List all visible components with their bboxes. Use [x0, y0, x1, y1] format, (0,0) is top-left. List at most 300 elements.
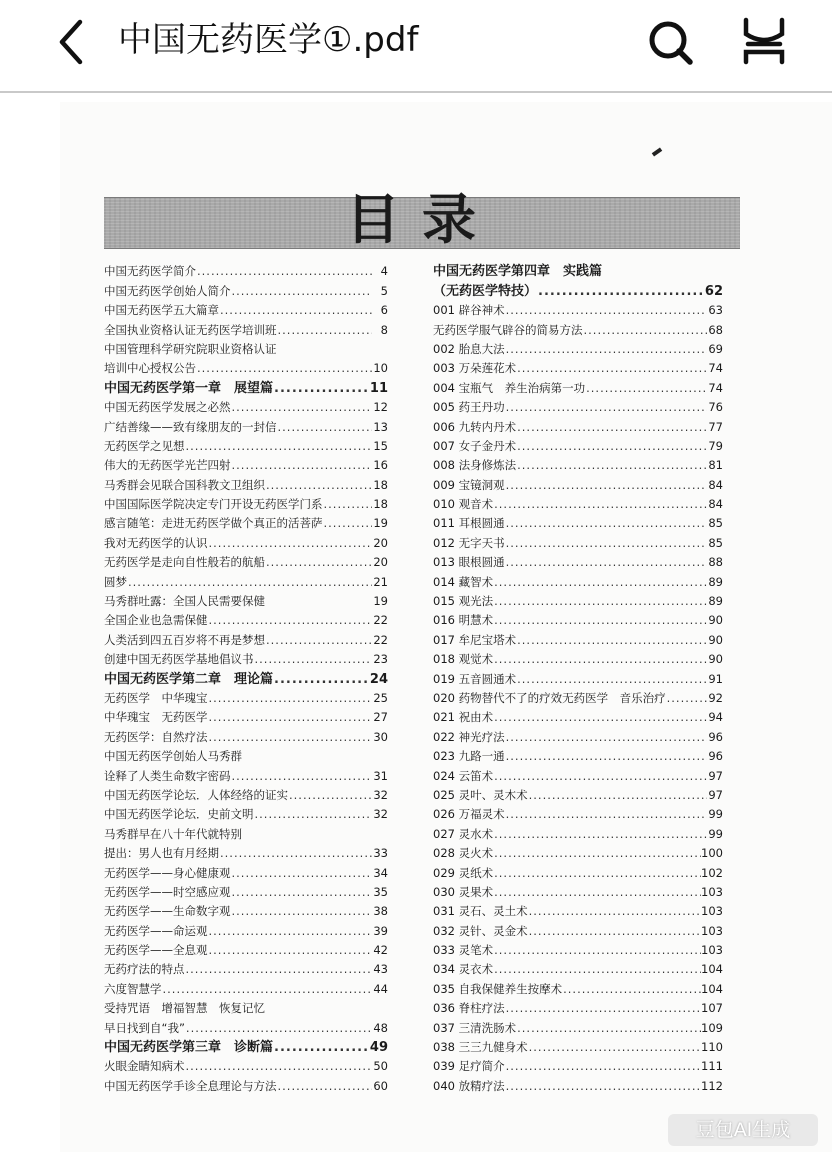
toc-entry-page: 6	[380, 303, 388, 318]
toc-entry[interactable]	[104, 844, 388, 863]
toc-entry-title: 马秀群会见联合国科教文卫组织	[104, 477, 265, 492]
toc-entry-title: 中国国际医学院决定专门开设无药医学门系	[104, 497, 323, 512]
toc-entry[interactable]	[104, 708, 388, 727]
toc-entry-page: 89	[708, 574, 723, 589]
toc-entry[interactable]	[433, 1076, 723, 1095]
toc-right-column	[433, 262, 723, 1096]
toc-entry[interactable]	[104, 902, 388, 921]
toc-entry-page: 104	[701, 981, 723, 996]
toc-leader-dots	[493, 825, 707, 844]
toc-entry-title: 034 灵衣术	[433, 962, 494, 977]
toc-entry-page: 92	[708, 690, 723, 705]
toc-entry-page: 77	[708, 419, 723, 434]
toc-entry[interactable]	[433, 1018, 723, 1037]
toc-entry-title: 无药医学——生命数字观	[104, 904, 231, 919]
toc-entry[interactable]	[104, 766, 388, 785]
toc-entry-title: 025 灵叶、灵木术	[433, 787, 528, 802]
toc-entry[interactable]	[104, 533, 388, 552]
toc-entry-title: 中国无药医学五大篇章	[104, 303, 219, 318]
toc-entry-title: 022 神光疗法	[433, 729, 505, 744]
toc-entry-page: 19	[373, 594, 388, 609]
toc-entry-page: 89	[708, 594, 723, 609]
toc-entry[interactable]	[433, 437, 723, 456]
toc-entry-title: 035 自我保健养生按摩术	[433, 981, 563, 996]
toc-leader-dots	[277, 1077, 373, 1096]
toc-leader-dots	[505, 340, 707, 359]
menu-button[interactable]	[738, 16, 790, 66]
toc-entry-page: 31	[373, 768, 388, 783]
toc-entry-title: 032 灵针、灵金术	[433, 923, 528, 938]
toc-entry-page: 25	[373, 690, 388, 705]
toc-entry-title: 马秀群早在八十年代就特别	[104, 826, 242, 841]
toc-entry[interactable]	[433, 417, 723, 436]
toc-entry-title: 受持咒语 增福智慧 恢复记忆	[104, 1001, 265, 1016]
toc-leader-dots	[265, 631, 372, 650]
toc-entry[interactable]	[433, 456, 723, 475]
toc-entry[interactable]	[104, 437, 388, 456]
toc-leader-dots	[493, 767, 707, 786]
toc-entry[interactable]	[433, 340, 723, 359]
toc-entry[interactable]	[104, 1018, 388, 1037]
toc-entry-page: 38	[373, 904, 388, 919]
toc-entry[interactable]	[104, 1057, 388, 1076]
toc-entry-title: 033 灵笔术	[433, 943, 494, 958]
toc-entry-page: 84	[708, 477, 723, 492]
toc-entry[interactable]	[104, 824, 388, 843]
toc-leader-dots	[219, 844, 372, 863]
toc-entry-title: 无药医学——命运观	[104, 923, 208, 938]
toc-entry-title: 018 观觉术	[433, 652, 494, 667]
toc-leader-dots	[208, 689, 373, 708]
toc-entry[interactable]	[104, 495, 388, 514]
toc-leader-dots	[273, 1038, 370, 1057]
toc-entry[interactable]	[104, 359, 388, 378]
toc-leader-dots	[208, 922, 373, 941]
toc-entry[interactable]	[104, 301, 388, 320]
toc-leader-dots	[516, 631, 707, 650]
toc-leader-dots	[196, 359, 372, 378]
toc-entry[interactable]	[104, 921, 388, 940]
toc-entry-title: 无药医学是走向自性般若的航船	[104, 555, 265, 570]
toc-entry[interactable]	[104, 340, 388, 359]
toc-entry-page: 4	[380, 264, 388, 279]
toc-entry-title: 创建中国无药医学基地倡议书	[104, 652, 254, 667]
toc-leader-dots	[505, 553, 707, 572]
toc-entry-title: 010 观音术	[433, 497, 494, 512]
toc-leader-dots	[505, 476, 707, 495]
toc-entry-title: 早日找到自“我”	[104, 1020, 185, 1035]
toc-entry-title: 六度智慧学	[104, 981, 162, 996]
toc-entry-title: （无药医学特技）	[433, 283, 538, 299]
toc-entry-page: 100	[701, 846, 723, 861]
toc-entry[interactable]	[104, 669, 388, 688]
toc-entry-page: 74	[708, 380, 723, 395]
toc-entry-title: 培训中心授权公告	[104, 361, 196, 376]
toc-entry-page: 94	[708, 710, 723, 725]
toc-entry-title: 我对无药医学的认识	[104, 535, 208, 550]
toc-leader-dots	[185, 960, 373, 979]
toc-entry-title: 中国管理科学研究院职业资格认证	[104, 341, 277, 356]
toc-entry[interactable]	[104, 630, 388, 649]
toc-leader-dots	[537, 282, 705, 301]
toc-leader-dots	[208, 534, 373, 553]
toc-entry-title: 无药医学 中华瑰宝	[104, 690, 208, 705]
toc-entry-title: 016 明慧术	[433, 613, 494, 628]
toc-entry-title: 036 脊柱疗法	[433, 1001, 505, 1016]
ai-watermark: 豆包AI生成	[668, 1114, 818, 1146]
toc-leader-dots	[185, 1057, 373, 1076]
toc-entry[interactable]	[104, 592, 388, 611]
toc-leader-dots	[528, 922, 701, 941]
toc-leader-dots	[185, 437, 373, 456]
toc-leader-dots	[162, 980, 373, 999]
toc-entry[interactable]	[433, 320, 723, 339]
toc-entry[interactable]	[433, 708, 723, 727]
toc-entry-title: 中华瑰宝 无药医学	[104, 710, 208, 725]
app-header	[0, 0, 832, 90]
toc-leader-dots	[231, 883, 373, 902]
toc-leader-dots	[254, 805, 373, 824]
toc-entry-page: 102	[701, 865, 723, 880]
toc-entry[interactable]	[433, 1038, 723, 1057]
toc-entry-page: 84	[708, 497, 723, 512]
toc-entry[interactable]	[104, 863, 388, 882]
toc-entry-page: 97	[708, 787, 723, 802]
toc-entry-title: 026 万福灵术	[433, 807, 505, 822]
toc-entry-page: 18	[373, 477, 388, 492]
toc-entry[interactable]	[433, 689, 723, 708]
toc-entry[interactable]	[433, 766, 723, 785]
toc-entry[interactable]	[433, 844, 723, 863]
toc-entry[interactable]	[104, 727, 388, 746]
toc-leader-dots	[505, 805, 707, 824]
toc-entry[interactable]	[433, 941, 723, 960]
toc-entry[interactable]	[433, 727, 723, 746]
toc-leader-dots	[528, 786, 707, 805]
toc-entry-title: 029 灵纸术	[433, 865, 494, 880]
toc-leader-dots	[231, 864, 373, 883]
toc-entry-title: 中国无药医学简介	[104, 264, 196, 279]
toc-leader-dots	[265, 476, 372, 495]
toc-entry[interactable]	[433, 359, 723, 378]
toc-entry[interactable]	[433, 533, 723, 552]
toc-entry-page: 90	[708, 613, 723, 628]
toc-entry[interactable]	[104, 378, 388, 397]
toc-entry[interactable]	[433, 475, 723, 494]
toc-leader-dots	[516, 670, 707, 689]
toc-leader-dots	[505, 1057, 701, 1076]
toc-leader-dots	[516, 359, 707, 378]
toc-entry[interactable]	[433, 553, 723, 572]
toc-entry-title: 无药疗法的特点	[104, 962, 185, 977]
toc-entry[interactable]	[433, 1057, 723, 1076]
toc-leader-dots	[516, 418, 707, 437]
toc-leader-dots	[493, 592, 707, 611]
toc-entry[interactable]	[104, 941, 388, 960]
toc-entry-page: 32	[373, 807, 388, 822]
toc-leader-dots	[505, 1077, 701, 1096]
toc-entry-title: 028 灵火术	[433, 846, 494, 861]
toc-entry-page: 90	[708, 632, 723, 647]
toc-entry[interactable]	[433, 747, 723, 766]
toc-entry-page: 18	[373, 497, 388, 512]
toc-entry-title: 003 万朵莲花术	[433, 361, 517, 376]
toc-leader-dots	[505, 534, 707, 553]
toc-leader-dots	[219, 301, 372, 320]
document-title: 中国无药医学①.pdf	[118, 20, 419, 60]
toc-leader-dots	[505, 999, 701, 1018]
toc-leader-dots	[231, 902, 373, 921]
toc-leader-dots	[493, 883, 701, 902]
toc-entry-title: 中国无药医学创始人马秀群	[104, 749, 242, 764]
toc-leader-dots	[288, 786, 372, 805]
toc-leader-dots	[127, 573, 372, 592]
toc-entry[interactable]	[433, 805, 723, 824]
toc-entry-title: 027 灵水术	[433, 826, 494, 841]
toc-leader-dots	[493, 960, 701, 979]
toc-entry[interactable]	[104, 320, 388, 339]
toc-entry[interactable]	[104, 398, 388, 417]
toc-entry-title: 006 九转内丹术	[433, 419, 517, 434]
toc-entry-title: 中国无药医学论坛．史前文明	[104, 807, 254, 822]
toc-entry-page: 20	[373, 555, 388, 570]
toc-entry-page: 30	[373, 729, 388, 744]
toc-entry-title: 001 辟谷神术	[433, 303, 505, 318]
toc-entry-title: 中国无药医学创始人简介	[104, 283, 231, 298]
toc-leader-dots	[516, 437, 707, 456]
toc-entry-page: 39	[373, 923, 388, 938]
toc-leader-dots	[585, 379, 707, 398]
toc-entry[interactable]	[433, 514, 723, 533]
toc-entry-page: 22	[373, 613, 388, 628]
toc-leader-dots	[254, 650, 373, 669]
toc-entry-page: 48	[373, 1020, 388, 1035]
toc-entry[interactable]	[433, 902, 723, 921]
search-button[interactable]	[646, 18, 694, 66]
toc-leader-dots	[277, 418, 373, 437]
toc-leader-dots	[231, 282, 373, 301]
toc-entry-title: 中国无药医学第二章 理论篇	[104, 671, 274, 687]
toc-entry-page: 49	[369, 1040, 388, 1056]
toc-leader-dots	[493, 708, 707, 727]
toc-entry-page: 60	[373, 1078, 388, 1093]
toc-entry[interactable]	[104, 281, 388, 300]
toc-entry-page: 24	[369, 671, 388, 687]
toc-entry[interactable]	[104, 1076, 388, 1095]
toc-entry-page: 91	[708, 671, 723, 686]
toc-entry[interactable]	[104, 1038, 388, 1057]
toc-entry-title: 感言随笔：走进无药医学做个真正的活菩萨	[104, 516, 323, 531]
toc-entry-title: 014 藏智术	[433, 574, 494, 589]
toc-entry[interactable]	[104, 689, 388, 708]
toc-leader-dots	[583, 321, 708, 340]
toc-banner	[104, 187, 740, 251]
toc-entry-page: 11	[369, 380, 388, 396]
toc-entry-title: 020 药物替代不了的疗效无药医学 音乐治疗	[433, 690, 666, 705]
toc-entry[interactable]	[433, 398, 723, 417]
toc-leader-dots	[493, 573, 707, 592]
toc-entry-page: 13	[373, 419, 388, 434]
toc-leader-dots	[231, 767, 373, 786]
toc-entry-page: 99	[708, 826, 723, 841]
toc-entry-page: 33	[373, 846, 388, 861]
toc-entry-title: 015 观光法	[433, 594, 494, 609]
toc-entry-title: 008 法身修炼法	[433, 458, 517, 473]
toc-entry-title: 040 放精疗法	[433, 1078, 505, 1093]
toc-entry[interactable]	[104, 805, 388, 824]
toc-leader-dots	[196, 262, 372, 281]
toc-entry-title: 005 药王丹功	[433, 400, 505, 415]
toc-leader-dots	[505, 398, 707, 417]
toc-entry[interactable]	[433, 630, 723, 649]
toc-leader-dots	[208, 611, 373, 630]
toc-entry-title: 无药医学服气辟谷的简易方法	[433, 322, 583, 337]
toc-entry-title: 004 宝瓶气 养生治病第一功	[433, 380, 586, 395]
toc-entry-title: 012 无字天书	[433, 535, 505, 550]
toc-entry[interactable]	[104, 883, 388, 902]
toc-entry-title: 013 眼根圆通	[433, 555, 505, 570]
toc-entry-page: 85	[708, 516, 723, 531]
toc-entry-page: 111	[701, 1059, 723, 1074]
toc-entry[interactable]	[104, 747, 388, 766]
toc-entry[interactable]	[433, 786, 723, 805]
toc-entry[interactable]	[433, 301, 723, 320]
chevron-left-icon	[52, 18, 92, 66]
toc-entry-page: 74	[708, 361, 723, 376]
toc-leader-dots	[493, 495, 707, 514]
toc-entry-page: 5	[380, 283, 388, 298]
toc-entry-page: 97	[708, 768, 723, 783]
toc-entry-title: 017 牟尼宝塔术	[433, 632, 517, 647]
toc-entry[interactable]	[433, 863, 723, 882]
toc-entry-title: 019 五音圆通术	[433, 671, 517, 686]
toc-entry[interactable]	[104, 572, 388, 591]
toc-entry-page: 110	[701, 1040, 723, 1055]
toc-entry[interactable]	[104, 475, 388, 494]
toc-entry-page: 27	[373, 710, 388, 725]
toc-entry[interactable]	[104, 960, 388, 979]
toc-entry[interactable]	[433, 378, 723, 397]
toc-leader-dots	[516, 456, 707, 475]
toc-leader-dots	[323, 514, 373, 533]
toc-entry[interactable]	[104, 262, 388, 281]
toc-entry-title: 全国执业资格认证无药医学培训班	[104, 322, 277, 337]
toc-entry-title: 中国无药医学手诊全息理论与方法	[104, 1078, 277, 1093]
toc-entry-page: 88	[708, 555, 723, 570]
toc-leader-dots	[505, 747, 707, 766]
toc-entry-title: 023 九路一通	[433, 749, 505, 764]
toc-entry-title: 中国无药医学第四章 实践篇	[433, 264, 603, 280]
back-button[interactable]	[52, 18, 92, 66]
toc-entry-page: 22	[373, 632, 388, 647]
toc-entry[interactable]	[433, 572, 723, 591]
toc-entry[interactable]	[433, 611, 723, 630]
toc-entry-page: 21	[373, 574, 388, 589]
toc-entry[interactable]	[104, 999, 388, 1018]
toc-entry-page: 90	[708, 652, 723, 667]
toc-entry-title: 011 耳根圆通	[433, 516, 505, 531]
toc-entry[interactable]	[104, 514, 388, 533]
toc-entry-title: 无药医学：自然疗法	[104, 729, 208, 744]
toc-entry-title: 中国无药医学论坛．人体经络的证实	[104, 787, 288, 802]
toc-leader-dots	[528, 902, 701, 921]
toc-leader-dots	[528, 1038, 701, 1057]
search-icon	[646, 18, 694, 66]
toc-entry-title: 提出：男人也有月经期	[104, 846, 219, 861]
toc-entry-page: 19	[373, 516, 388, 531]
toc-entry-page: 85	[708, 535, 723, 550]
toc-entry-page: 23	[373, 652, 388, 667]
toc-entry-title: 无药医学——全息观	[104, 943, 208, 958]
toc-leader-dots	[505, 728, 707, 747]
toc-leader-dots	[493, 941, 701, 960]
toc-entry[interactable]	[104, 650, 388, 669]
toc-entry[interactable]	[433, 883, 723, 902]
toc-entry-title: 031 灵石、灵土术	[433, 904, 528, 919]
toc-entry[interactable]	[433, 495, 723, 514]
toc-entry-title: 无药医学——时空感应观	[104, 884, 231, 899]
toc-entry[interactable]	[104, 553, 388, 572]
toc-entry-title: 圆梦	[104, 574, 127, 589]
toc-entry-page: 109	[701, 1020, 723, 1035]
toc-entry-page: 76	[708, 400, 723, 415]
toc-heading: 目录	[346, 187, 498, 251]
toc-leader-dots	[208, 708, 373, 727]
toc-entry-page: 62	[704, 283, 723, 299]
toc-entry-page: 68	[708, 322, 723, 337]
toc-entry[interactable]	[433, 921, 723, 940]
toc-entry-page: 15	[373, 438, 388, 453]
toc-entry-page: 103	[701, 904, 723, 919]
toc-leader-dots	[323, 495, 373, 514]
toc-entry-page: 99	[708, 807, 723, 822]
toc-leader-dots	[666, 689, 707, 708]
toc-entry[interactable]	[104, 611, 388, 630]
toc-entry[interactable]	[104, 417, 388, 436]
toc-entry[interactable]	[433, 824, 723, 843]
toc-entry[interactable]	[433, 960, 723, 979]
toc-entry-title: 038 三三九健身术	[433, 1040, 528, 1055]
toc-leader-dots	[493, 864, 701, 883]
menu-icon	[738, 16, 790, 66]
toc-entry[interactable]	[104, 786, 388, 805]
toc-entry-title: 伟大的无药医学光芒四射	[104, 458, 231, 473]
toc-entry-title: 全国企业也急需保健	[104, 613, 208, 628]
toc-leader-dots	[185, 1019, 372, 1038]
toc-entry-page: 69	[708, 341, 723, 356]
toc-entry[interactable]	[433, 669, 723, 688]
toc-entry-page: 103	[701, 943, 723, 958]
toc-entry[interactable]	[433, 650, 723, 669]
toc-leader-dots	[231, 456, 373, 475]
toc-entry[interactable]	[433, 999, 723, 1018]
toc-entry[interactable]	[433, 979, 723, 998]
toc-leader-dots	[493, 650, 707, 669]
toc-entry[interactable]	[433, 592, 723, 611]
toc-entry[interactable]	[104, 979, 388, 998]
toc-entry-title: 广结善缘——致有缘朋友的一封信	[104, 419, 277, 434]
toc-entry-title: 030 灵果术	[433, 884, 494, 899]
toc-entry[interactable]	[433, 262, 723, 281]
toc-entry-page: 103	[701, 884, 723, 899]
toc-entry-title: 诠释了人类生命数字密码	[104, 768, 231, 783]
toc-leader-dots	[208, 941, 373, 960]
toc-entry[interactable]	[104, 456, 388, 475]
toc-entry[interactable]	[433, 281, 723, 300]
toc-left-column	[104, 262, 388, 1096]
toc-entry-title: 中国无药医学第一章 展望篇	[104, 380, 274, 396]
toc-leader-dots	[277, 321, 373, 340]
